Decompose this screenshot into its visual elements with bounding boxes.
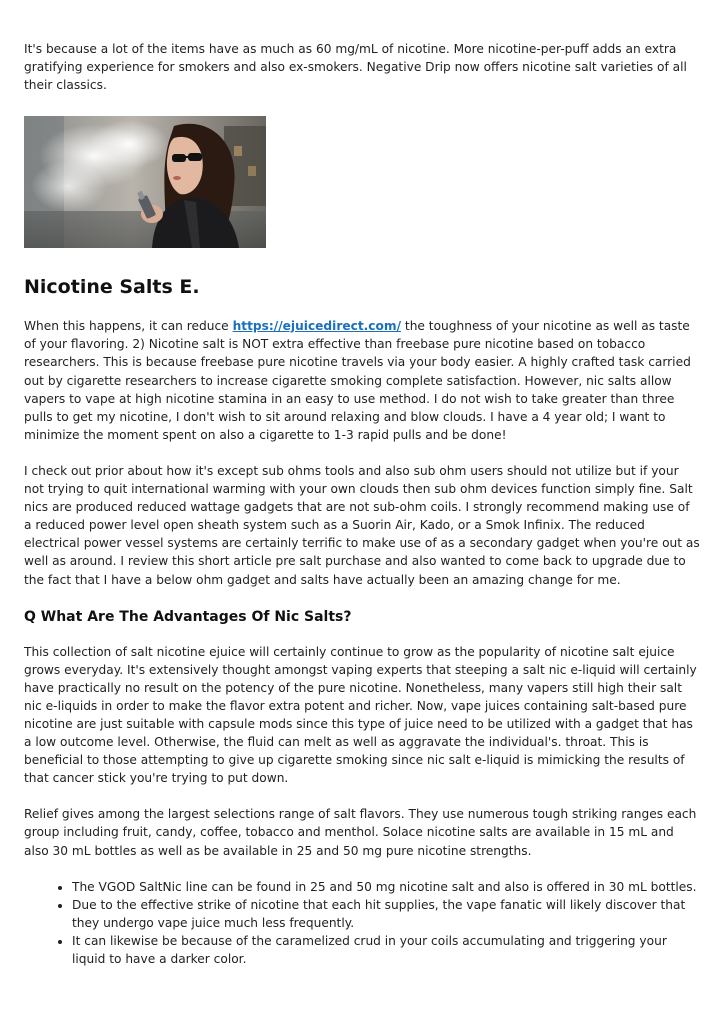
article-content [24,40,700,968]
paragraph-text-before-link: When this happens, it can reduce [24,319,233,334]
heading-advantages: Q What Are The Advantages Of Nic Salts? [24,608,352,625]
paragraph-text-after-link: the toughness of your nicotine as well as taste of your flavoring. 2) Nicotine salt is NOT extra effective than freebase pure nicotine based on tobacco researchers. This is because freebase pure nicotine travels via your body easier. A highly crafted task carried out by cigarette researchers to increase cigarette smoking complete satisfaction. However, nic salts allow vapers to vape at high nicotine stamina in an easy to use method. I do not wish to take greater than three pulls to get my nicotine, I don't wish to sit around relaxing and blow clouds. I have a 4 year old; I want to minimize the moment spent on also a cigarette to 1-3 rapid pulls and be done! [24,319,691,442]
paragraph-reduce-toughness [24,317,700,444]
heading-nicotine-salts: Nicotine Salts E. [24,276,200,299]
bullet-list [24,878,700,968]
list-item: • The VGOD SaltNic line can be found in 25 and 50 mg nicotine salt and also is offered in 30 mL bottles. [72,878,700,896]
list-item: • It can likewise be because of the caramelized crud in your coils accumulating and triggering your liquid to have a darker color. [72,932,700,968]
ejuicedirect-link[interactable]: https://ejuicedirect.com/ [232,319,402,334]
paragraph-sub-ohm: I check out prior about how it's except sub ohms tools and also sub ohm users should not utilize but if your not trying to quit international warming with your own clouds then sub ohm devices function simply fine. Salt nics are produced reduced wattage gadgets that are not sub-ohm coils. I strongly recommend making use of a reduced power level open sheath system such as a Suorin Air, Kado, or a Smok Infinix. The reduced electrical power vessel systems are certainly terrific to make use of as a secondary gadget when you're out as well as around. I review this short article pre salt purchase and also wanted to come back to upgrade due to the fact that I have a below ohm gadget and salts have actually been an amazing change for me. [24,463,700,587]
paragraph-relief-flavors: Relief gives among the largest selections range of salt flavors. They use numerous tough striking ranges each group including fruit, candy, coffee, tobacco and menthol. Solace nicotine salts are available in 15 mL and also 30 mL bottles as well as be available in 25 and 50 mg pure nicotine strengths. [24,807,697,858]
list-item: • Due to the effective strike of nicotine that each hit supplies, the vape fanatic will likely discover that they undergo vape juice much less frequently. [72,896,700,932]
woman-vaping-photo [24,116,266,248]
intro-paragraph: It's because a lot of the items have as much as 60 mg/mL of nicotine. More nicotine-per-puff adds an extra gratifying experience for smokers and also ex-smokers. Negative Drip now offers nicotine salt varieties of all their classics. [24,42,687,93]
paragraph-salt-collection: This collection of salt nicotine ejuice will certainly continue to grow as the popularity of nicotine salt ejuice grows everyday. It's extensively thought amongst vaping experts that steeping a salt nic e-liquid will certainly have practically no result on the potency of the pure nicotine. Nonetheless, many vapers still high their salt nic e-liquids in order to make the flavor extra potent and richer. Now, vape juices containing salt-based pure nicotine are just suitable with capsule mods since this type of juice need to be utilized with a gadget that has a low outcome level. Otherwise, the fluid can melt as well as aggravate the individual's. throat. This is beneficial to those attempting to give up cigarette smoking since nic salt e-liquid is mimicking the results of that cancer stick you're trying to put down. [24,644,697,786]
